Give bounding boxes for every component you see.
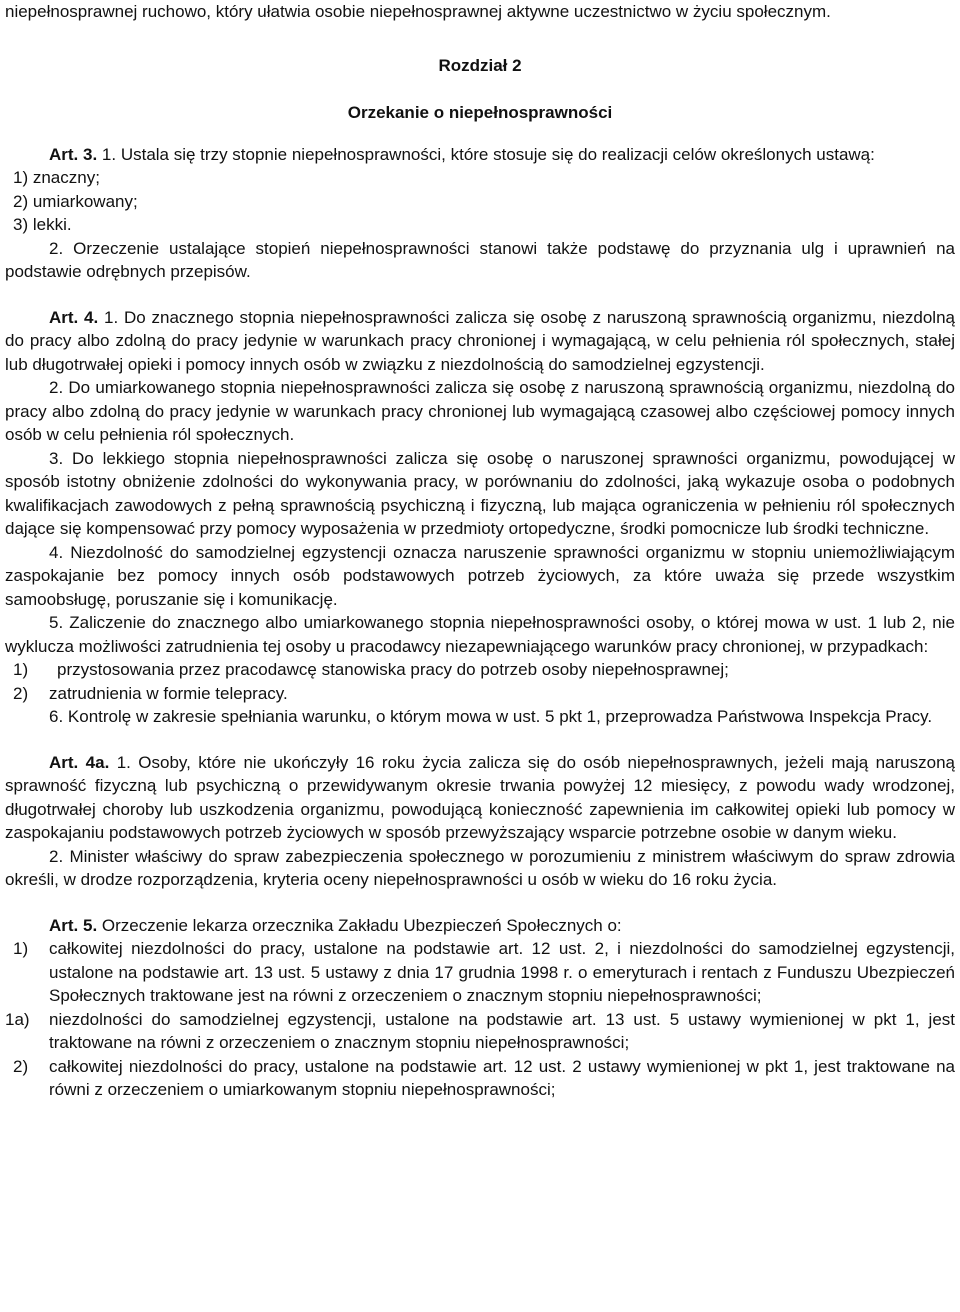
art4-p5: 5. Zaliczenie do znacznego albo umiarkowanego stopnia niepełnosprawności osoby, o której mowa w ust. 1 lub 2, nie wyklucza możliwości zatrudnienia tej osoby u pracodawcy niezapewniającego warunków pracy chronionej, w przypadkach: (5, 613, 955, 656)
art4-list (5, 658, 955, 705)
art4a-p1: Art. 4a. 1. Osoby, które nie ukończyły 16 roku życia zalicza się do osób niepełnosprawnych, jeżeli mają naruszoną sprawność fizyczną lub psychiczną o przewidywanym okresie trwania powyżej 12 miesięcy, z powodu wady wrodzonej, długotrwałej choroby lub uszkodzenia organizmu, powodującą konieczność zapewnienia im całkowitej opieki lub pomocy w zaspokajaniu podstawowych potrzeb życiowych w sposób przewyższający wsparcie potrzebne osobie w danym wieku. (5, 752, 955, 842)
art4-p6: 6. Kontrolę w zakresie spełniania warunku, o którym mowa w ust. 5 pkt 1, przeprowadza Państwowa Inspekcja Pracy. (49, 707, 933, 726)
art5-list (5, 937, 955, 1102)
art4-label: Art. 4. (49, 307, 99, 327)
art4-p2: 2. Do umiarkowanego stopnia niepełnosprawności zalicza się osobę z naruszoną sprawnością organizmu, niezdolną do pracy albo zdolną do pracy jedynie w warunkach pracy chronionej lub wymagającą czasowej albo częściowej pomocy innych osób w celu pełnienia ról społecznych. (5, 378, 955, 444)
art4-p3: 3. Do lekkiego stopnia niepełnosprawności zalicza się osobę o naruszonej sprawności organizmu, powodującej w sposób istotny obniżenie zdolności do wykonywania pracy, w porównaniu do zdolności, jaką wykazuje osoba o podobnych kwalifikacjach zawodowych z pełną sprawnością psychiczną i fizyczną, lub mająca ograniczenia w pełnieniu ról społecznych dające się kompensować przy pomocy wyposażenia w przedmioty ortopedyczne, środki pomocnicze lub środki techniczne. (5, 448, 955, 538)
art3-p1: Art. 3. 1. Ustala się trzy stopnie niepełnosprawności, które stosuje się do realizacji celów określonych ustawą: (49, 144, 875, 164)
art3-label: Art. 3. (49, 144, 98, 164)
art5-label: Art. 5. (49, 915, 98, 935)
art4-item: 2) zatrudnienia w formie telepracy. (13, 683, 288, 703)
intro-paragraph: niepełnosprawnej ruchowo, który ułatwia osobie niepełnosprawnej aktywne uczestnictwo w życiu społecznym. (5, 2, 831, 21)
art5-p1: Art. 5. Orzeczenie lekarza orzecznika Zakładu Ubezpieczeń Społecznych o: (49, 915, 622, 935)
art4-p1: Art. 4. 1. Do znacznego stopnia niepełnosprawności zalicza się osobę z naruszoną sprawnością organizmu, niezdolną do pracy albo zdolną do pracy jedynie w warunkach pracy chronionej i wymagającą, w celu pełnienia ról społecznych, stałej lub długotrwałej opieki i pomocy innych osób w związku z niezdolnością do samodzielnej egzystencji. (5, 307, 955, 374)
art4a-label: Art. 4a. (49, 752, 110, 772)
chapter-title: Orzekanie o niepełnosprawności (347, 103, 613, 122)
art4-item: 1) przystosowania przez pracodawcę stanowiska pracy do potrzeb osoby niepełnosprawnej; (13, 660, 729, 679)
art4-p4: 4. Niezdolność do samodzielnej egzystencji oznacza naruszenie sprawności organizmu w stopniu uniemożliwiającym zaspokajanie bez pomocy innych osób podstawowych potrzeb życiowych, za które uważa się przede wszystkim samoobsługę, poruszanie się i komunikację. (5, 542, 955, 609)
art5-item: 2) całkowitej niezdolności do pracy, ustalone na podstawie art. 12 ust. 2 ustawy wymienionej w pkt 1, jest traktowane na równi z orzeczeniem o umiarkowanym stopniu niepełnosprawności; (13, 1056, 955, 1099)
chapter-number: Rozdział 2 (438, 55, 522, 75)
art3-item: 3) lekki. (13, 215, 72, 234)
art5-item: 1) całkowitej niezdolności do pracy, ustalone na podstawie art. 12 ust. 2, i niezdolności do samodzielnej egzystencji, ustalone na podstawie art. 13 ust. 5 ustawy z dnia 17 grudnia 1998 r. o emeryturach i rentach z Funduszu Ubezpieczeń Społecznych traktowane jest na równi z orzeczeniem o znacznym stopniu niepełnosprawności; (13, 939, 955, 1005)
art3-item: 1) znaczny; (13, 168, 100, 187)
art3-item: 2) umiarkowany; (13, 191, 138, 211)
art5-item: 1a) niezdolności do samodzielnej egzystencji, ustalone na podstawie art. 13 ust. 5 ustawy wymienionej w pkt 1, jest traktowane na równi z orzeczeniem o znacznym stopniu niepełnosprawności; (5, 1009, 955, 1052)
art3-p2: 2. Orzeczenie ustalające stopień niepełnosprawności stanowi także podstawę do przyznania ulg i uprawnień na podstawie odrębnych przepisów. (5, 238, 955, 281)
art3-list (5, 166, 955, 237)
art4a-p2: 2. Minister właściwy do spraw zabezpieczenia społecznego w porozumieniu z ministrem właściwym do spraw zdrowia określi, w drodze rozporządzenia, kryteria oceny niepełnosprawności u osób w wieku do 16 roku życia. (5, 846, 955, 889)
